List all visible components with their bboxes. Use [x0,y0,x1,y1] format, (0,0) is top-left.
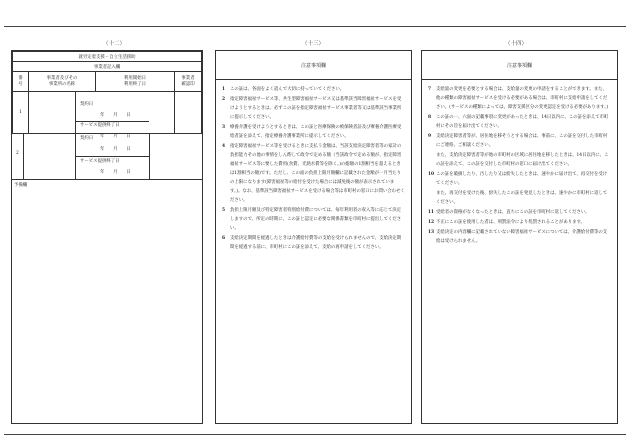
note-item: 6 支給決定期間を経過したときは介護給付費等の支給を受けられませんので、支給決定期間を経過する前に、市町村にこの証を添えて、支給の再申請をしてください。 [222,236,402,250]
note-item: また、再交付を受けた後、紛失したこの証を発見したときは、速やかに市町村に返してください。 [436,191,608,205]
note-item: 13 支給決定の内容欄に記載されていない障害福祉サービスについては、介護給付費等の支給は受けられません。 [428,230,608,244]
reserve-label: 予備欄 [14,183,28,188]
note-item: 7 支給量の変更を必要とする場合は、支給量の変更の申請をすることができます。また、他の種類の障害福祉サービスを受ける必要がある場合は、市町村に支給申請をしてください。(サービスの種類によっては、障害支援区分の変更認定を受ける必要があります。) [428,87,609,110]
col-name-header: 事業者及びその 事業所の名称 [29,72,96,92]
note-item: 1 この証は、各面をよく読んで大切に持っていてください。 [222,87,345,92]
notes-header-14: 注意事項欄 [422,51,617,80]
col-seal-header: 事業者 確認印 [175,72,202,92]
row-1-end-ymd: 年 月 日 [100,134,131,139]
row-1-contract-ymd: 年 月 日 [100,113,131,118]
row-2-end-ymd: 年 月 日 [100,170,131,175]
row-2-number: 2 [16,151,19,156]
note-item: 3 療養介護を受けようとするときは、この証と医療保険の被保険者証及び療養介護医療受給者証を添えて、指定療養介護事業所に提示してください。 [222,125,402,139]
note-item: 9 支給決定障害者等が、居住地を移そうとする場合は、事前に、この証を交付した市町村にご連絡、ご相談ください。 [428,134,608,148]
panel-notes-14 [421,50,618,424]
row-2-contract-date [80,135,131,153]
top-rule [4,26,626,27]
note-item: 11 受給者の資格がなくなったときは、直ちにこの証を市町村に返してください。 [428,210,590,215]
row-2-contract-ymd: 年 月 日 [100,147,131,152]
note-item: 4 指定障害福祉サービス等を受けるときに支払う金額は、当該支給決定障害者等の家計の負担能力その他の事情をしん酌して政令で定める額（当該政令で定める額が、指定障害福祉サービス等に要した費用(食費、光熱水費等を除く。)の総額の1割相当を超えるときは1割相当の額)です。ただし、この面の負担上限月額欄に記載された金額が一月当たりの上限になります(障害福祉等の給付を受けた場合には減免後の額が表示されています。)。なお、基準該当障害福祉サービスを受ける場合等は市町村の窓口にお問い合わせください。 [222,144,405,203]
notes-body-14 [428,85,611,247]
note-item: 8 この証の一、六面の記載事項に変更があったときは、14日以内に、この証を添えて市町村にその旨を届け出てください。 [428,115,609,129]
note-item: 2 指定障害福祉サービス等、共生型障害福祉サービス又は基準該当障害福祉サービスを受けようとするときは、必ずこの証を指定障害福祉サービス事業者等又は基準該当事業所に提示してください。 [222,97,402,120]
title-line-2: 事業者記入欄 [13,62,202,72]
page-number-14: （十四） [505,41,528,47]
row-1-vline [75,91,76,133]
notes-body-13 [222,85,405,253]
page-number-13: （十三） [302,41,325,47]
row-1-seal-cell [175,92,202,134]
note-item: また、支給決定障害者等が他の市町村の区域に居住地を移したときは、14日以内に、この証を添えて、この証を交付した市町村の窓口に届け出てください。 [436,153,609,167]
row-1-end-label: サービス提供終了日 [80,123,120,128]
note-item: 12 不正にこの証を使用した者は、刑罰法令により処罰されることがあります。 [428,220,585,225]
page-number-12: （十二） [103,41,126,47]
note-item: 10 この証を破損したり、汚したり又は紛失したときは、速やかに届け出て、再交付を受けてください。 [428,172,608,186]
panel-notes-13 [215,50,412,424]
row-1-contract-date [80,101,131,119]
row-1-contract-label: 契約日 [80,102,94,107]
panel-business-record [11,50,203,424]
row-2-end-label: サービス提供終了日 [80,159,120,164]
note-item: 5 負担上限月額及び特定障害者特別給付費については、毎年利用者の収入等に応じて決定しますので、所定の時期に、この証と認定に必要な関係書類を市町村に提出してください。 [222,208,402,231]
col-number-header: 番 号 [13,72,29,92]
notes-header-13: 注意事項欄 [216,51,411,80]
row-1-number: 1 [13,92,29,134]
title-line-1: 就労定着支援・自立生活援助 [13,52,202,62]
bottom-rule [4,434,626,435]
row-2-sealcol-line [149,133,150,179]
row-2-divider [75,156,149,157]
row-2-numcol-line [23,133,24,179]
row-1-divider [75,121,149,122]
row-2-contract-label: 契約日 [80,136,94,141]
row-2-end-date [80,158,131,176]
col-dates-header: 利用開始日 利用終了日 [96,72,175,92]
